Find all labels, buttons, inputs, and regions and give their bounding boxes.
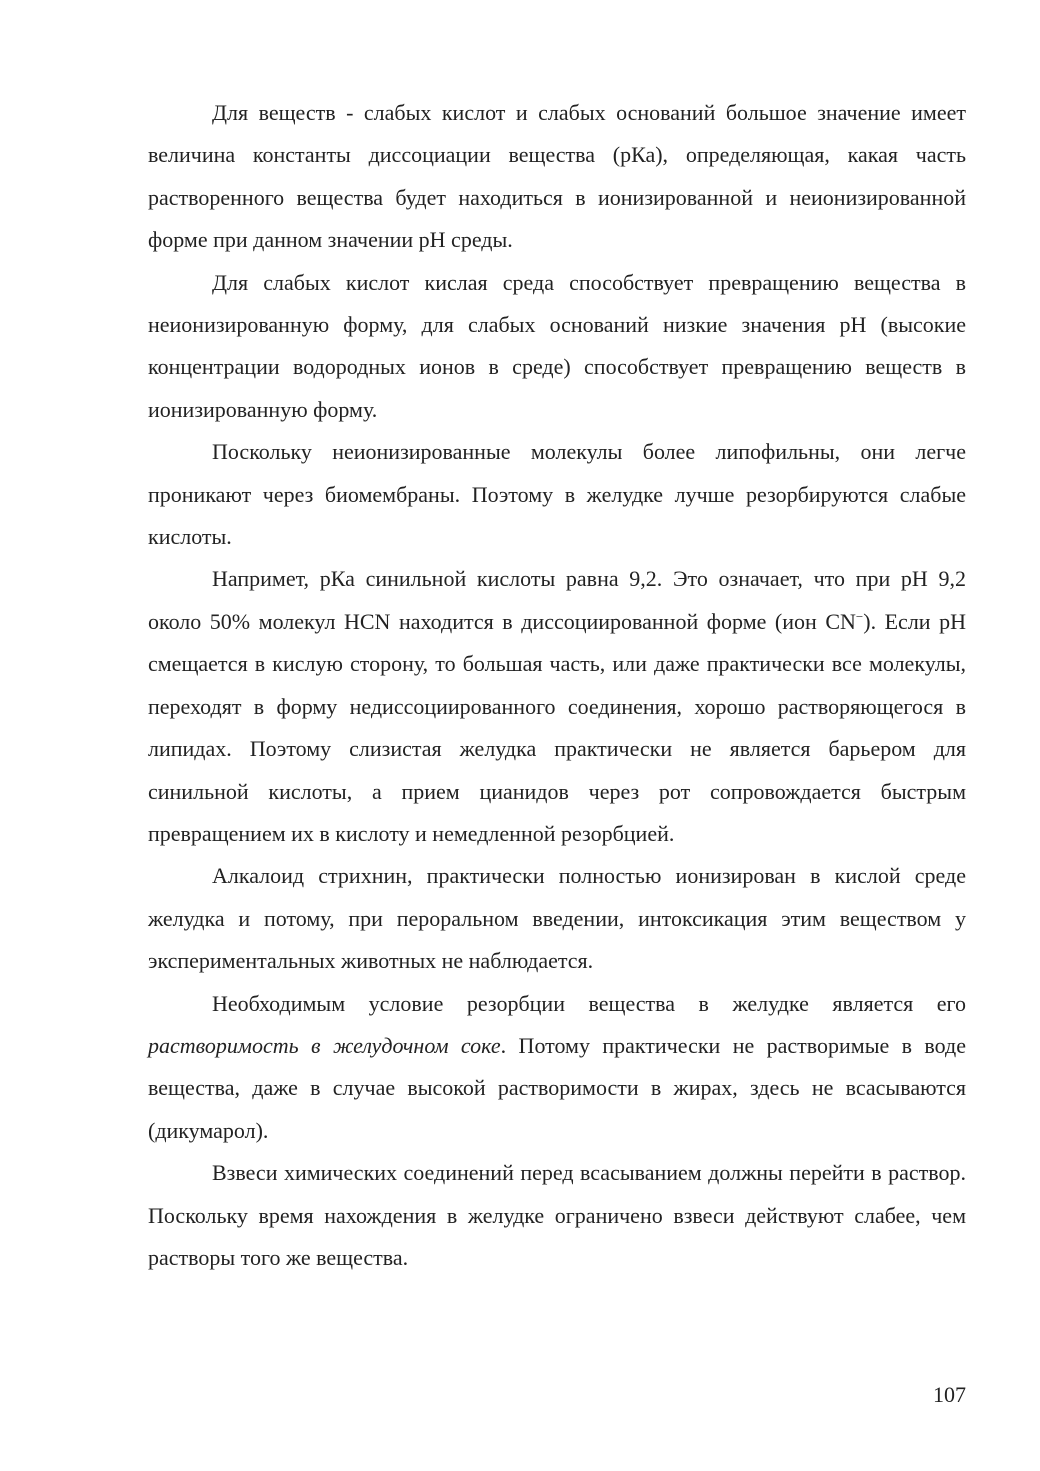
paragraph-hcn-example [148, 558, 966, 855]
paragraph-acidic-environment: Для слабых кислот кислая среда способствует превращению вещества в неионизированную форму, для слабых оснований низкие значения рН (высокие концентрации водородных ионов в среде) способствует превращению веществ в ионизированную форму. [148, 269, 966, 422]
paragraph-strychnine: Алкалоид стрихнин, практически полностью ионизирован в кислой среде желудка и потому, при пероральном введении, интоксикация этим веществом у экспериментальных животных не наблюдается. [148, 863, 966, 974]
hcn-text-before: Напримет, рКа синильной кислоты равна 9,2. Это означает, что при рН 9,2 около 50% молекул HCN находится в диссоциированной форме (ион CN [148, 566, 966, 634]
hcn-text-after: ). Если рН смещается в кислую сторону, то большая часть, или даже практически все молекулы, переходят в форму недиссоциированного соединения, хорошо растворяющегося в липидах. Поэтому слизистая желудка практически не является барьером для синильной кислоты, а прием цианидов через рот сопровождается быстрым превращением их в кислоту и немедленной резорбцией. [148, 608, 967, 846]
paragraph-lipophilic-molecules: Поскольку неионизированные молекулы более липофильны, они легче проникают через биомембраны. Поэтому в желудке лучше резорбируются слабые кислоты. [148, 439, 966, 550]
paragraph-weak-acids-bases: Для веществ - слабых кислот и слабых оснований большое значение имеет величина константы диссоциации вещества (рКа), определяющая, какая часть растворенного вещества будет находиться в ионизированной и неионизированной форме при данном значении рН среды. [148, 100, 966, 253]
solubility-text-after: . Потому практически не растворимые в воде вещества, даже в случае высокой растворимости в жирах, здесь не всасываются (дикумарол). [148, 1032, 966, 1143]
page-body [148, 92, 966, 1279]
paragraph-solubility [148, 983, 966, 1153]
cn-charge-superscript: − [855, 608, 864, 624]
page-number: 107 [933, 1382, 966, 1407]
paragraph-suspensions: Взвеси химических соединений перед всасыванием должны перейти в раствор. Поскольку время нахождения в желудке ограничено взвеси действуют слабее, чем растворы того же вещества. [148, 1160, 966, 1270]
solubility-emphasis: растворимость в желудочном соке [148, 1032, 501, 1058]
solubility-text-before: Необходимым условие резорбции вещества в желудке является его [212, 990, 966, 1016]
